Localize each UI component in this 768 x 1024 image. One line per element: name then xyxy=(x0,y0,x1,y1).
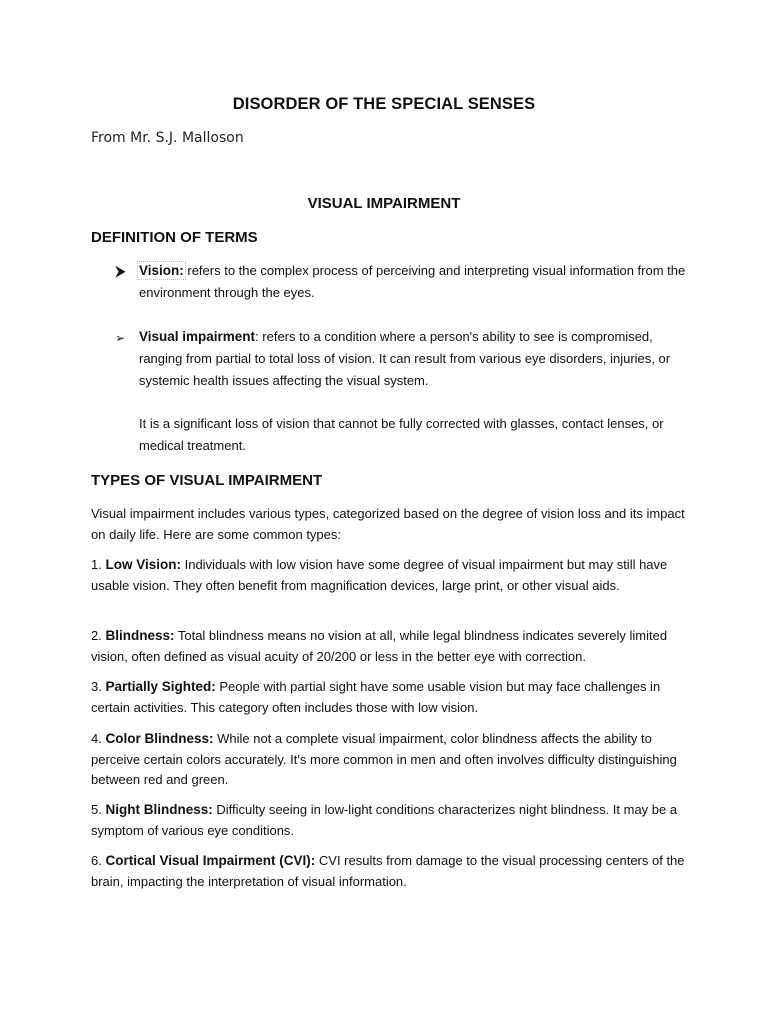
definition-vision xyxy=(139,260,689,304)
types-intro: Visual impairment includes various types, categorized based on the degree of vision loss and its impact on daily life. Here are some common types: xyxy=(91,506,685,542)
type-term: Cortical Visual Impairment (CVI): xyxy=(105,853,316,868)
type-text: Total blindness means no vision at all, while legal blindness indicates severely limited vision, often defined as visual acuity of 20/200 or less in the better eye with correction. xyxy=(91,628,668,664)
definition-text: refers to the complex process of perceiving and interpreting visual information from the environment through the eyes. xyxy=(139,263,686,300)
types-heading: TYPES OF VISUAL IMPAIRMENT xyxy=(91,472,323,489)
type-item-night-blindness xyxy=(91,800,689,841)
type-number: 1. xyxy=(91,557,106,572)
type-term: Night Blindness: xyxy=(105,802,213,817)
type-number: 6. xyxy=(91,853,106,868)
definition-text: : refers to a condition where a person's ability to see is compromised, ranging from partial to total loss of vision. It can result from various eye disorders, injuries, or systemic health issues affecting the visual system. xyxy=(139,329,671,388)
type-term: Partially Sighted: xyxy=(105,679,216,694)
type-text: Individuals with low vision have some degree of visual impairment but may still have usable vision. They often benefit from magnification devices, large print, or other visual aids. xyxy=(91,557,668,593)
document-title: DISORDER OF THE SPECIAL SENSES xyxy=(232,95,536,113)
type-item-color-blindness xyxy=(91,729,689,791)
type-text: While not a complete visual impairment, color blindness affects the ability to perceive certain colors accurately. It's more common in men and often involves difficulty distinguishing between red and green. xyxy=(91,731,677,787)
arrow-bullet-icon: ⮞ xyxy=(115,262,126,280)
type-text: CVI results from damage to the visual processing centers of the brain, impacting the interpretation of visual information. xyxy=(91,853,685,889)
type-text: People with partial sight have some usable vision but may face challenges in certain activities. This category often includes those with low vision. xyxy=(91,679,661,715)
type-item-partially-sighted xyxy=(91,677,689,718)
term-vision: Vision: xyxy=(139,263,184,278)
type-term: Color Blindness: xyxy=(105,731,214,746)
definition-extra-paragraph: It is a significant loss of vision that cannot be fully corrected with glasses, contact lenses, or medical treatment. xyxy=(139,416,664,453)
type-item-blindness xyxy=(91,626,689,667)
section-title: VISUAL IMPAIRMENT xyxy=(307,195,461,212)
type-number: 5. xyxy=(91,802,106,817)
type-item-low-vision xyxy=(91,555,689,596)
definition-visual-impairment xyxy=(139,326,689,392)
type-term: Low Vision: xyxy=(105,557,181,572)
type-text: Difficulty seeing in low-light conditions characterizes night blindness. It may be a symptom of various eye conditions. xyxy=(91,802,678,838)
author-line: From Mr. S.J. Malloson xyxy=(91,130,244,146)
arrow-bullet-icon: ➢ xyxy=(115,331,126,345)
type-item-cvi xyxy=(91,851,689,892)
type-term: Blindness: xyxy=(105,628,175,643)
type-number: 3. xyxy=(91,679,106,694)
type-number: 4. xyxy=(91,731,106,746)
definitions-heading: DEFINITION OF TERMS xyxy=(91,229,258,246)
type-number: 2. xyxy=(91,628,106,643)
term-visual-impairment: Visual impairment xyxy=(139,329,256,344)
